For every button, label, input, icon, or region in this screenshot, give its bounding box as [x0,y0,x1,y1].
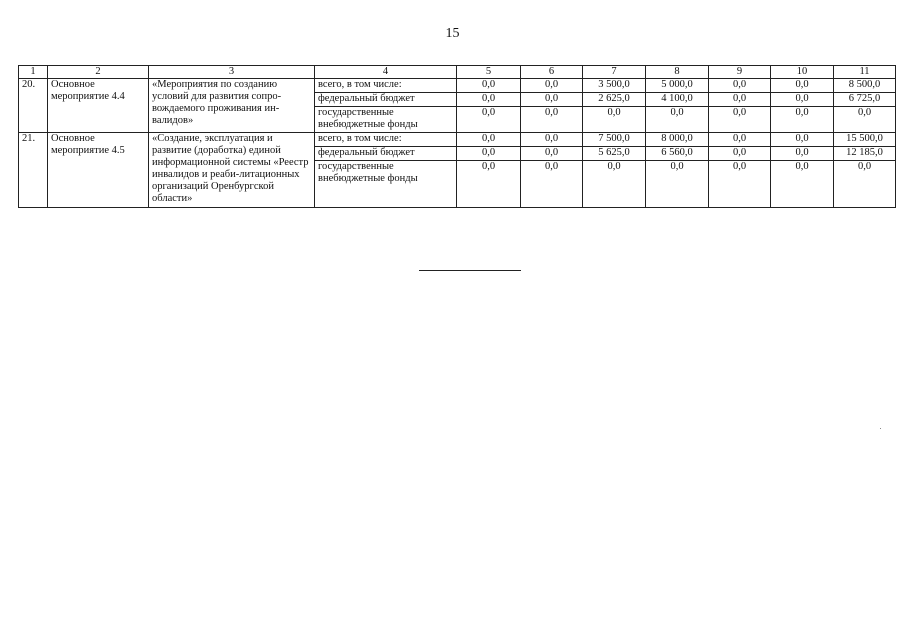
value-cell: 0,0 [583,161,646,208]
column-header: 8 [646,66,709,79]
funding-source: федеральный бюджет [315,147,457,161]
funding-source: федеральный бюджет [315,93,457,107]
funding-source: всего, в том числе: [315,133,457,147]
table-row [19,79,896,93]
value-cell: 0,0 [771,161,834,208]
value-cell: 0,0 [709,147,771,161]
value-cell: 0,0 [771,147,834,161]
value-cell: 0,0 [771,107,834,133]
column-header: 9 [709,66,771,79]
activity-title: «Мероприятия по созданию условий для развития сопро-вождаемого проживания ин-валидов» [149,79,315,133]
value-cell: 0,0 [709,107,771,133]
value-cell: 0,0 [457,79,521,93]
header-row [19,66,896,79]
funding-source: всего, в том числе: [315,79,457,93]
column-header: 3 [149,66,315,79]
value-cell: 0,0 [834,107,896,133]
value-cell: 5 000,0 [646,79,709,93]
value-cell: 6 560,0 [646,147,709,161]
value-cell: 0,0 [521,133,583,147]
value-cell: 7 500,0 [583,133,646,147]
value-cell: 0,0 [583,107,646,133]
value-cell: 8 500,0 [834,79,896,93]
value-cell: 0,0 [521,107,583,133]
column-header: 11 [834,66,896,79]
column-header: 6 [521,66,583,79]
column-header: 5 [457,66,521,79]
funding-source: государственные внебюджетные фонды [315,107,457,133]
value-cell: 0,0 [709,161,771,208]
page-number: 15 [445,26,460,41]
value-cell: 0,0 [521,79,583,93]
value-cell: 8 000,0 [646,133,709,147]
funding-source: государственные внебюджетные фонды [315,161,457,208]
value-cell: 0,0 [521,93,583,107]
end-divider-line [419,270,521,271]
scan-speck [880,428,881,429]
value-cell: 0,0 [457,133,521,147]
value-cell: 0,0 [709,93,771,107]
value-cell: 15 500,0 [834,133,896,147]
value-cell: 12 185,0 [834,147,896,161]
value-cell: 0,0 [646,161,709,208]
column-header: 1 [19,66,48,79]
value-cell: 0,0 [709,79,771,93]
table-row [19,133,896,147]
value-cell: 0,0 [521,161,583,208]
value-cell: 0,0 [771,133,834,147]
value-cell: 0,0 [709,133,771,147]
column-header: 2 [48,66,149,79]
value-cell: 0,0 [771,79,834,93]
value-cell: 0,0 [457,93,521,107]
column-header: 10 [771,66,834,79]
value-cell: 6 725,0 [834,93,896,107]
value-cell: 0,0 [834,161,896,208]
value-cell: 0,0 [521,147,583,161]
row-number: 21. [19,133,48,208]
value-cell: 0,0 [771,93,834,107]
value-cell: 0,0 [646,107,709,133]
row-number: 20. [19,79,48,133]
activity-type: Основное мероприятие 4.5 [48,133,149,208]
value-cell: 0,0 [457,147,521,161]
value-cell: 4 100,0 [646,93,709,107]
budget-table [18,65,896,208]
value-cell: 0,0 [457,161,521,208]
value-cell: 3 500,0 [583,79,646,93]
value-cell: 0,0 [457,107,521,133]
value-cell: 5 625,0 [583,147,646,161]
value-cell: 2 625,0 [583,93,646,107]
column-header: 4 [315,66,457,79]
column-header: 7 [583,66,646,79]
activity-title: «Создание, эксплуатация и развитие (доработка) единой информационной системы «Реестр инвалидов и реаби-литационных организаций Оренбургской области» [149,133,315,208]
activity-type: Основное мероприятие 4.4 [48,79,149,133]
